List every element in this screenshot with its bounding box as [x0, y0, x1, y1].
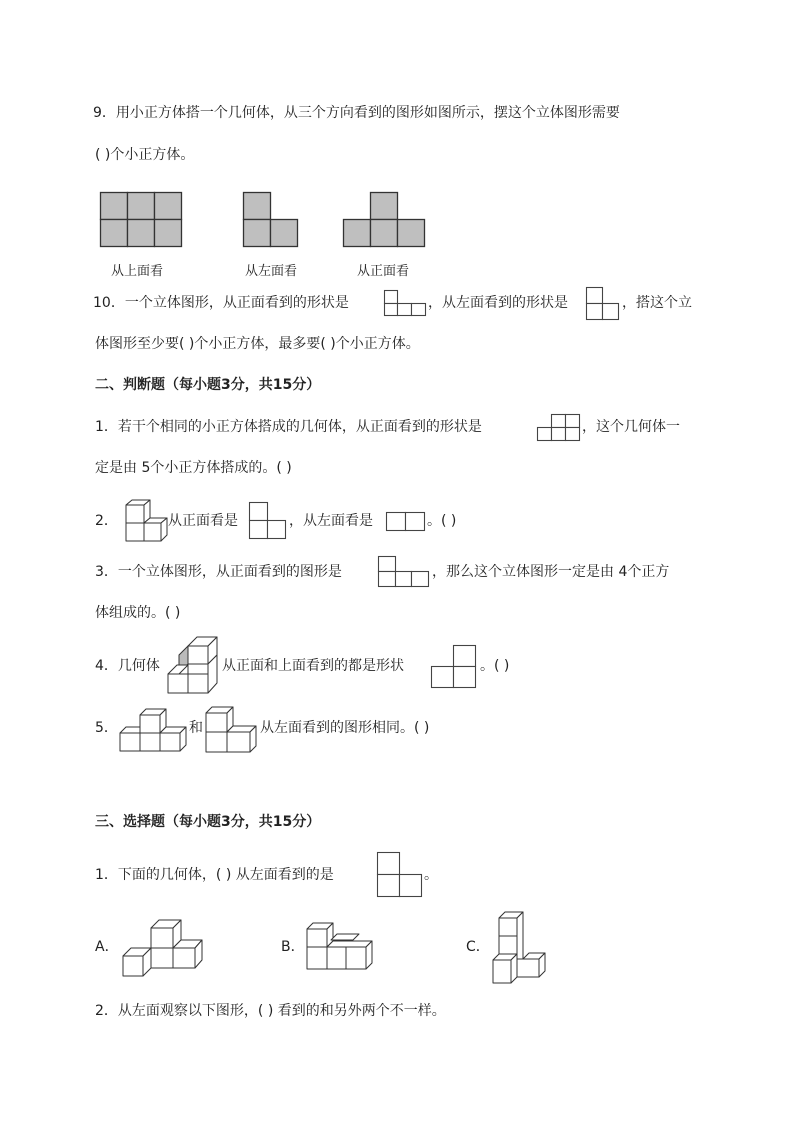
q9-top-view-figure: [100, 192, 182, 247]
q9-caption-top: 从上面看: [111, 264, 164, 279]
s2-q1-text-a: 1．若干个相同的小正方体搭成的几何体，从正面看到的形状是: [95, 419, 482, 435]
s3-option-a-label: A．: [95, 939, 119, 955]
s3-q2-text: 2．从左面观察以下图形，( ) 看到的和另外两个不一样。: [95, 1003, 446, 1019]
s3-q1-text-b: 。: [424, 867, 438, 883]
s3-option-c-label: C．: [466, 939, 490, 955]
s2-q3-text-b: ，那么这个立体图形一定是由 4个正方: [432, 564, 670, 580]
s2-q4-text-b: 从正面和上面看到的都是形状: [222, 658, 404, 674]
s2-q4-solid-figure: [166, 636, 220, 695]
s3-q1-text-a: 1．下面的几何体，( ) 从左面看到的是: [95, 867, 334, 883]
q9-line2: ( )个小正方体。: [95, 147, 195, 163]
q9-caption-left: 从左面看: [245, 264, 298, 279]
s2-q2-solid-figure: [124, 499, 168, 542]
s2-q3-text-c: 体组成的。( ): [95, 605, 181, 621]
s2-q2-number: 2．: [95, 513, 118, 529]
s2-q3-shape: [378, 556, 430, 588]
s3-option-b-label: B．: [281, 939, 305, 955]
q10-text-part3: ，搭这个立: [622, 295, 692, 311]
s2-q4-shape: [431, 645, 477, 689]
s2-q4-text-a: 4．几何体: [95, 658, 160, 674]
s3-option-c-figure: [491, 911, 547, 985]
q10-left-shape: [586, 287, 620, 321]
s2-q2-text-b: 从正面看是: [168, 513, 238, 529]
s2-q5-text-b: 和: [189, 720, 203, 736]
s3-option-a-figure: [122, 918, 204, 978]
q9-caption-front: 从正面看: [357, 264, 410, 279]
q10-text-part1: 10．一个立体图形，从正面看到的形状是: [93, 295, 349, 311]
s2-q3-text-a: 3．一个立体图形，从正面看到的图形是: [95, 564, 342, 580]
q9-front-view-figure: [343, 192, 425, 247]
q9-line1: 9．用小正方体搭一个几何体，从三个方向看到的图形如图所示，摆这个立体图形需要: [93, 105, 620, 121]
s2-q2-text-c: ，从左面看是: [289, 513, 373, 529]
s2-q2-front-shape: [249, 502, 287, 540]
s2-q5-solid-figure-2: [204, 706, 258, 754]
s3-option-b-figure: [306, 922, 374, 970]
section3-heading: 三、选择题（每小题3分，共15分）: [95, 814, 321, 830]
q10-text-part2: ，从左面看到的形状是: [428, 295, 568, 311]
s2-q1-text-c: 定是由 5个小正方体搭成的。( ): [95, 460, 292, 476]
s2-q5-solid-figure-1: [120, 704, 188, 752]
s2-q4-text-c: 。( ): [480, 658, 510, 674]
q10-line2: 体图形至少要( )个小正方体，最多要( )个小正方体。: [95, 336, 420, 352]
s2-q2-left-shape: [386, 512, 426, 532]
s2-q5-number: 5．: [95, 720, 118, 736]
q9-left-view-figure: [243, 192, 299, 247]
s3-q1-left-shape: [377, 852, 423, 898]
s2-q1-text-b: ，这个几何体一: [582, 419, 680, 435]
s2-q5-text-c: 从左面看到的图形相同。( ): [260, 720, 430, 736]
s2-q1-shape: [537, 414, 581, 441]
q10-front-shape: [384, 290, 426, 316]
section2-heading: 二、判断题（每小题3分，共15分）: [95, 377, 321, 393]
s2-q2-text-d: 。( ): [427, 513, 457, 529]
